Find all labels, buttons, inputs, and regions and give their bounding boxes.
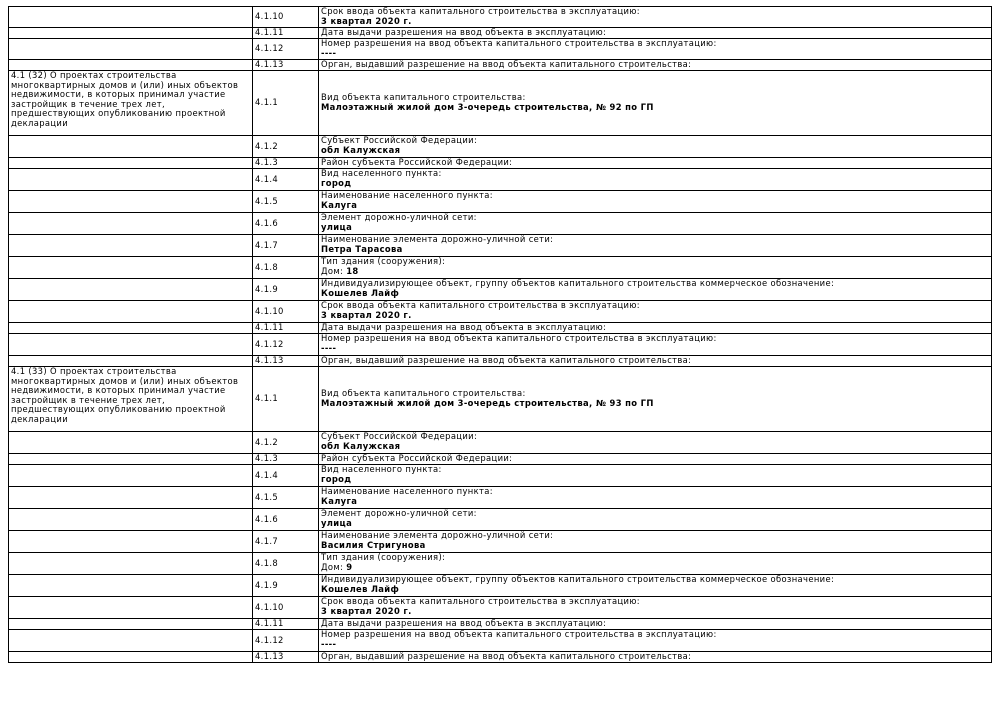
- row-content: [319, 367, 992, 432]
- section-title: 4.1 (32) О проектах строительства многоквартирных домов и (или) иных объектов недвижимости, в которых принимал участие застройщик в течение трех лет, предшествующих опубликованию проектной декларации: [9, 71, 253, 136]
- row-value-text: Калуга: [321, 495, 358, 506]
- table-row: [9, 323, 992, 334]
- row-label: Тип здания (сооружения):: [321, 552, 446, 562]
- left-cell: [9, 323, 253, 334]
- row-label: Индивидуализирующее объект, группу объектов капитального строительства коммерческое обозначение:: [321, 574, 835, 584]
- table-row: [9, 652, 992, 663]
- left-cell: [9, 619, 253, 630]
- row-code: 4.1.12: [253, 334, 319, 356]
- row-code: 4.1.11: [253, 619, 319, 630]
- table-row: [9, 597, 992, 619]
- row-code: 4.1.3: [253, 158, 319, 169]
- table-row: [9, 158, 992, 169]
- table-row: [9, 71, 992, 136]
- left-cell: [9, 136, 253, 158]
- row-content: [319, 279, 992, 301]
- row-label: Наименование элемента дорожно-уличной сети:: [321, 530, 554, 540]
- row-content: [319, 575, 992, 597]
- row-value-text: 3 квартал 2020 г.: [321, 605, 412, 616]
- row-label: Вид населенного пункта:: [321, 168, 442, 178]
- row-code: 4.1.7: [253, 235, 319, 257]
- row-content: [319, 531, 992, 553]
- row-label: Наименование населенного пункта:: [321, 190, 493, 200]
- table-row: [9, 235, 992, 257]
- row-content: [319, 597, 992, 619]
- row-value: [321, 146, 989, 156]
- table-row: [9, 169, 992, 191]
- row-value-text: ----: [321, 342, 337, 353]
- row-value-text: улица: [321, 517, 353, 528]
- row-value-text: Малоэтажный жилой дом 3-очередь строительства, № 92 по ГП: [321, 102, 654, 112]
- table-row: [9, 7, 992, 28]
- row-content: [319, 334, 992, 356]
- row-value: [321, 475, 989, 485]
- row-label: Срок ввода объекта капитального строительства в эксплуатацию:: [321, 596, 640, 606]
- row-code: 4.1.8: [253, 257, 319, 279]
- row-label: Дата выдачи разрешения на ввод объекта в эксплуатацию:: [321, 618, 607, 628]
- row-value: [321, 223, 989, 233]
- left-cell: [9, 7, 253, 28]
- row-value: [321, 201, 989, 211]
- row-value-text: 9: [346, 561, 353, 572]
- row-value-prefix: Дом:: [321, 265, 347, 276]
- table-row: [9, 575, 992, 597]
- row-content: [319, 7, 992, 28]
- row-label: Вид населенного пункта:: [321, 464, 442, 474]
- row-code: 4.1.13: [253, 652, 319, 663]
- row-content: [319, 465, 992, 487]
- row-value: [321, 640, 989, 650]
- row-value-text: обл Калужская: [321, 440, 401, 451]
- row-content: [319, 158, 992, 169]
- table-row: [9, 28, 992, 39]
- row-label: Орган, выдавший разрешение на ввод объекта капитального строительства:: [321, 355, 692, 365]
- left-cell: [9, 334, 253, 356]
- row-content: [319, 28, 992, 39]
- row-value: [321, 563, 989, 573]
- row-content: [319, 652, 992, 663]
- row-label: Район субъекта Российской Федерации:: [321, 453, 513, 463]
- row-label: Орган, выдавший разрешение на ввод объекта капитального строительства:: [321, 59, 692, 69]
- row-code: 4.1.10: [253, 7, 319, 28]
- left-cell: [9, 432, 253, 454]
- row-content: [319, 509, 992, 531]
- declaration-table: [8, 6, 992, 663]
- table-row: [9, 301, 992, 323]
- row-value-text: 3 квартал 2020 г.: [321, 309, 412, 320]
- row-label: Дата выдачи разрешения на ввод объекта в эксплуатацию:: [321, 322, 607, 332]
- row-value: [321, 344, 989, 354]
- row-content: [319, 630, 992, 652]
- row-value: [321, 442, 989, 452]
- row-code: 4.1.11: [253, 28, 319, 39]
- row-content: [319, 553, 992, 575]
- row-value-text: Василия Стригунова: [321, 539, 426, 550]
- row-value-text: Кошелев Лайф: [321, 583, 400, 594]
- row-value-text: Петра Тарасова: [321, 243, 403, 254]
- row-code: 4.1.5: [253, 191, 319, 213]
- row-label: Элемент дорожно-уличной сети:: [321, 508, 477, 518]
- left-cell: [9, 60, 253, 71]
- table-row: [9, 553, 992, 575]
- table-row: [9, 487, 992, 509]
- table-row: [9, 136, 992, 158]
- left-cell: [9, 454, 253, 465]
- row-content: [319, 432, 992, 454]
- row-content: [319, 487, 992, 509]
- left-cell: [9, 213, 253, 235]
- left-cell: [9, 301, 253, 323]
- row-label: Субъект Российской Федерации:: [321, 431, 478, 441]
- row-content: [319, 136, 992, 158]
- row-content: [319, 169, 992, 191]
- row-value-text: ----: [321, 638, 337, 649]
- row-label: Дата выдачи разрешения на ввод объекта в эксплуатацию:: [321, 27, 607, 37]
- table-row: [9, 279, 992, 301]
- row-code: 4.1.7: [253, 531, 319, 553]
- row-label: Номер разрешения на ввод объекта капитального строительства в эксплуатацию:: [321, 38, 717, 48]
- table-row: [9, 334, 992, 356]
- row-value-text: обл Калужская: [321, 144, 401, 155]
- row-code: 4.1.11: [253, 323, 319, 334]
- row-label: Вид объекта капитального строительства:: [321, 388, 526, 399]
- table-row: [9, 60, 992, 71]
- row-code: 4.1.1: [253, 367, 319, 432]
- row-code: 4.1.9: [253, 575, 319, 597]
- row-label: Срок ввода объекта капитального строительства в эксплуатацию:: [321, 6, 640, 16]
- row-code: 4.1.1: [253, 71, 319, 136]
- row-label: Орган, выдавший разрешение на ввод объекта капитального строительства:: [321, 651, 692, 661]
- row-code: 4.1.12: [253, 39, 319, 60]
- left-cell: [9, 553, 253, 575]
- section-title: 4.1 (33) О проектах строительства многоквартирных домов и (или) иных объектов недвижимости, в которых принимал участие застройщик в течение трех лет, предшествующих опубликованию проектной декларации: [9, 367, 253, 432]
- table-row: [9, 39, 992, 60]
- row-content: [319, 71, 992, 136]
- table-row: [9, 509, 992, 531]
- left-cell: [9, 279, 253, 301]
- row-content: [319, 619, 992, 630]
- row-value-text: 3 квартал 2020 г.: [321, 15, 412, 26]
- row-label: Номер разрешения на ввод объекта капитального строительства в эксплуатацию:: [321, 629, 717, 639]
- row-label: Вид объекта капитального строительства:: [321, 92, 526, 103]
- row-value: [321, 245, 989, 255]
- row-code: 4.1.3: [253, 454, 319, 465]
- row-content: [319, 39, 992, 60]
- row-value-text: город: [321, 473, 352, 484]
- row-content: [319, 60, 992, 71]
- left-cell: [9, 531, 253, 553]
- row-code: 4.1.6: [253, 509, 319, 531]
- declaration-table-body: [9, 7, 992, 663]
- row-code: 4.1.8: [253, 553, 319, 575]
- left-cell: [9, 191, 253, 213]
- table-row: [9, 257, 992, 279]
- table-row: [9, 432, 992, 454]
- left-cell: [9, 39, 253, 60]
- table-row: [9, 619, 992, 630]
- row-code: 4.1.13: [253, 60, 319, 71]
- left-cell: [9, 487, 253, 509]
- row-value: [321, 103, 989, 113]
- row-value: [321, 497, 989, 507]
- row-label: Субъект Российской Федерации:: [321, 135, 478, 145]
- row-content: [319, 257, 992, 279]
- row-label: Наименование элемента дорожно-уличной сети:: [321, 234, 554, 244]
- row-label: Район субъекта Российской Федерации:: [321, 157, 513, 167]
- row-value-text: город: [321, 177, 352, 188]
- row-value: [321, 607, 989, 617]
- row-code: 4.1.12: [253, 630, 319, 652]
- left-cell: [9, 597, 253, 619]
- row-label: Срок ввода объекта капитального строительства в эксплуатацию:: [321, 300, 640, 310]
- table-row: [9, 465, 992, 487]
- left-cell: [9, 158, 253, 169]
- row-content: [319, 213, 992, 235]
- row-value: [321, 267, 989, 277]
- row-code: 4.1.5: [253, 487, 319, 509]
- row-value-prefix: Дом:: [321, 561, 347, 572]
- row-value-text: Кошелев Лайф: [321, 287, 400, 298]
- row-label: Тип здания (сооружения):: [321, 256, 446, 266]
- row-content: [319, 323, 992, 334]
- row-code: 4.1.6: [253, 213, 319, 235]
- left-cell: [9, 28, 253, 39]
- row-value: [321, 311, 989, 321]
- row-value: [321, 519, 989, 529]
- row-content: [319, 356, 992, 367]
- row-label: Индивидуализирующее объект, группу объектов капитального строительства коммерческое обозначение:: [321, 278, 835, 288]
- row-value-text: Малоэтажный жилой дом 3-очередь строительства, № 93 по ГП: [321, 398, 654, 408]
- row-value: [321, 49, 989, 59]
- row-value: [321, 17, 989, 27]
- table-row: [9, 213, 992, 235]
- left-cell: [9, 652, 253, 663]
- left-cell: [9, 235, 253, 257]
- row-code: 4.1.9: [253, 279, 319, 301]
- row-label: Элемент дорожно-уличной сети:: [321, 212, 477, 222]
- left-cell: [9, 509, 253, 531]
- row-value: [321, 585, 989, 595]
- table-row: [9, 630, 992, 652]
- row-code: 4.1.10: [253, 301, 319, 323]
- row-content: [319, 301, 992, 323]
- left-cell: [9, 630, 253, 652]
- row-value-text: 18: [346, 265, 359, 276]
- left-cell: [9, 356, 253, 367]
- row-code: 4.1.4: [253, 169, 319, 191]
- row-value-text: Калуга: [321, 199, 358, 210]
- table-row: [9, 356, 992, 367]
- row-label: Номер разрешения на ввод объекта капитального строительства в эксплуатацию:: [321, 333, 717, 343]
- row-code: 4.1.2: [253, 432, 319, 454]
- row-content: [319, 235, 992, 257]
- left-cell: [9, 257, 253, 279]
- table-row: [9, 367, 992, 432]
- row-value-text: ----: [321, 47, 337, 58]
- row-code: 4.1.2: [253, 136, 319, 158]
- row-value: [321, 541, 989, 551]
- row-value: [321, 289, 989, 299]
- table-row: [9, 531, 992, 553]
- row-content: [319, 191, 992, 213]
- row-value: [321, 179, 989, 189]
- row-code: 4.1.13: [253, 356, 319, 367]
- left-cell: [9, 465, 253, 487]
- table-row: [9, 191, 992, 213]
- row-content: [319, 454, 992, 465]
- row-value-text: улица: [321, 221, 353, 232]
- row-value: [321, 399, 989, 409]
- left-cell: [9, 169, 253, 191]
- row-label: Наименование населенного пункта:: [321, 486, 493, 496]
- row-code: 4.1.10: [253, 597, 319, 619]
- table-row: [9, 454, 992, 465]
- left-cell: [9, 575, 253, 597]
- row-code: 4.1.4: [253, 465, 319, 487]
